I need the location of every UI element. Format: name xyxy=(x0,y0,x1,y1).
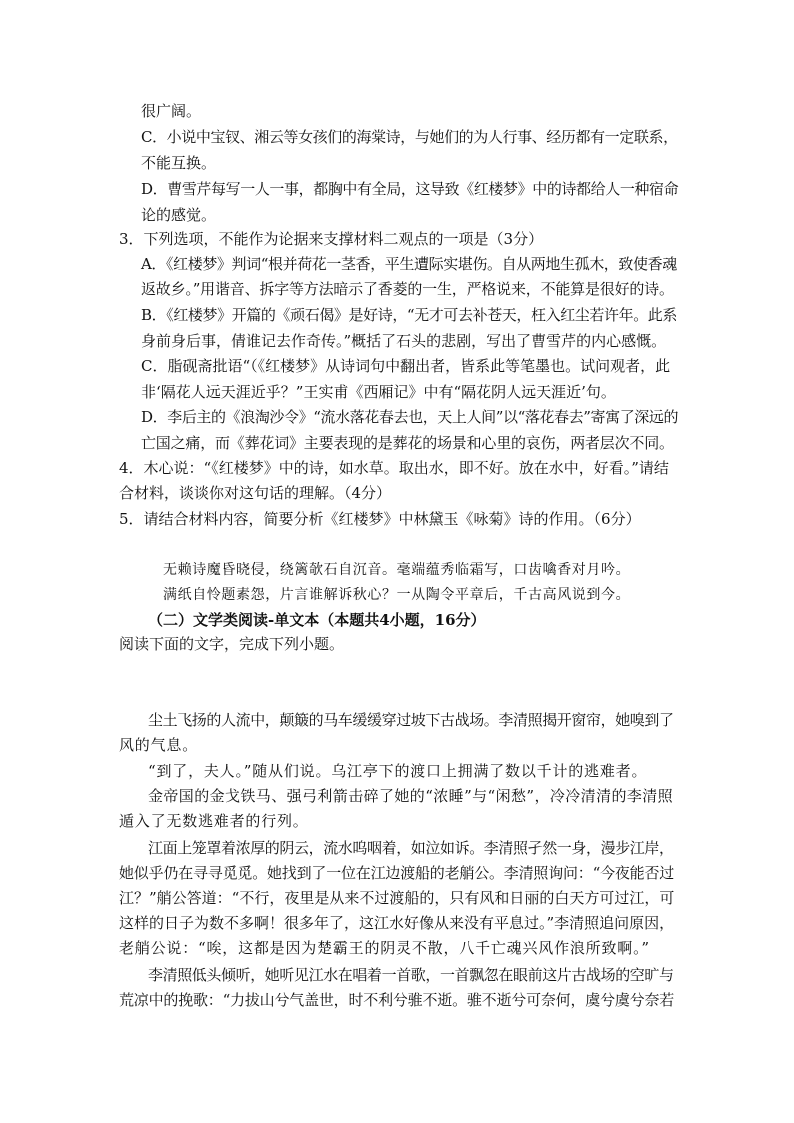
story-author xyxy=(0,684,794,704)
story-p5-line1: 李清照低头倾听，她听见江水在唱着一首歌，一首飘忽在眼前这片古战场的空旷与 xyxy=(148,966,674,984)
story-p4-line2: 她似乎仍在寻寻觅觅。她找到了一位在江边渡船的老艄公。李清照询问：“今夜能否过 xyxy=(119,864,675,882)
q3-option-a-line1: A．《红楼梦》判词“根并荷花一茎香，平生遭际实堪伤。自从两地生孤木，致使香魂 xyxy=(141,255,677,273)
story-p2-line1: “到了，夫人。”随从们说。乌江亭下的渡口上拥满了数以千计的逃难者。 xyxy=(148,762,648,780)
poem-title xyxy=(0,535,794,555)
q3-option-a-line2: 返故乡。”用谐音、拆字等方法暗示了香菱的一生，严格说来，不能算是很好的诗。 xyxy=(141,280,674,298)
section-heading: （二）文学类阅读-单文本（本题共4小题，16分） xyxy=(148,611,486,629)
story-p3-line2: 遁入了无数逃难者的行列。 xyxy=(119,812,309,830)
story-p4-line1: 江面上笼罩着浓厚的阴云，流水呜咽着，如泣如诉。李清照孑然一身，漫步江岸， xyxy=(148,839,674,857)
section-instruction: 阅读下面的文字，完成下列小题。 xyxy=(119,635,345,653)
q2-b-continuation: 很广阔。 xyxy=(141,102,202,120)
story-p3-line1: 金帝国的金戈铁马、强弓利箭击碎了她的“浓睡”与“闲愁”，冷冷清清的李清照 xyxy=(148,787,674,805)
q2-option-c-line2: 不能互换。 xyxy=(141,154,217,172)
story-p4-line3: 江？”艄公答道：“不行，夜里是从来不过渡船的，只有风和日丽的白天方可过江，可 xyxy=(119,889,675,907)
q2-option-d-line1: D．曹雪芹每写一人一事，都胸中有全局，这导致《红楼梦》中的诗都给人一种宿命 xyxy=(141,180,679,198)
q3-option-c-line1: C．脂砚斋批语“（《红楼梦》从诗词句中翻出者，皆系此等笔墨也。试问观者，此 xyxy=(141,357,671,375)
q4-line1: 4．木心说：“《红楼梦》中的诗，如水草。取出水，即不好。放在水中，好看。”请结 xyxy=(119,459,669,477)
story-p1-line2: 风的气息。 xyxy=(119,736,199,754)
story-p1-line1: 尘土飞扬的人流中，颠簸的马车缓缓穿过坡下古战场。李清照揭开窗帘，她嗅到了 xyxy=(148,711,674,729)
q4-line2: 合材料，谈谈你对这句话的理解。（4分） xyxy=(119,484,392,502)
q3-stem: 3．下列选项，不能作为论据来支撑材料二观点的一项是（3分） xyxy=(119,230,544,248)
q3-option-c-line2: 非‘隔花人远天涯近乎？”王实甫《西厢记》中有“隔花阴人远天涯近’句。 xyxy=(141,383,616,401)
q3-option-b-line2: 身前身后事，倩谁记去作奇传。”概括了石头的悲剧，写出了曹雪芹的内心感慨。 xyxy=(141,332,667,350)
story-p4-line4: 这样的日子为数不多啊！很多年了，这江水好像从来没有平息过。”李清照追问原因， xyxy=(119,914,675,932)
story-p4-line5: 老艄公说：“唉，这都是因为楚霸王的阴灵不散，八千亡魂兴风作浪所致啊。” xyxy=(119,939,650,957)
poem-line1: 无赖诗魔昏晓侵，绕篱欹石自沉音。毫端蕴秀临霜写，口齿噙香对月吟。 xyxy=(163,562,631,578)
q5-line1: 5．请结合材料内容，简要分析《红楼梦》中林黛玉《咏菊》诗的作用。（6分） xyxy=(119,510,641,528)
poem-line2: 满纸自怜题素怨，片言谁解诉秋心？一从陶令平章后，千古高风说到今。 xyxy=(163,587,631,603)
story-title xyxy=(0,660,794,680)
story-p5-line2: 荒凉中的挽歌：“力拔山兮气盖世，时不利兮骓不逝。骓不逝兮可奈何，虞兮虞兮奈若 xyxy=(119,991,675,1009)
q3-option-d-line1: D．李后主的《浪淘沙令》“流水落花春去也，天上人间”以“落花春去”寄寓了深远的 xyxy=(141,408,679,426)
q2-option-c-line1: C．小说中宝钗、湘云等女孩们的海棠诗，与她们的为人行事、经历都有一定联系， xyxy=(141,128,678,146)
q3-option-b-line1: B．《红楼梦》开篇的《顽石偈》是好诗，“无才可去补苍天，枉入红尘若许年。此系 xyxy=(141,306,677,324)
q2-option-d-line2: 论的感觉。 xyxy=(141,206,217,224)
q3-option-d-line2: 亡国之痛，而《葬花词》主要表现的是葬花的场景和心里的哀伤，两者层次不同。 xyxy=(141,434,674,452)
